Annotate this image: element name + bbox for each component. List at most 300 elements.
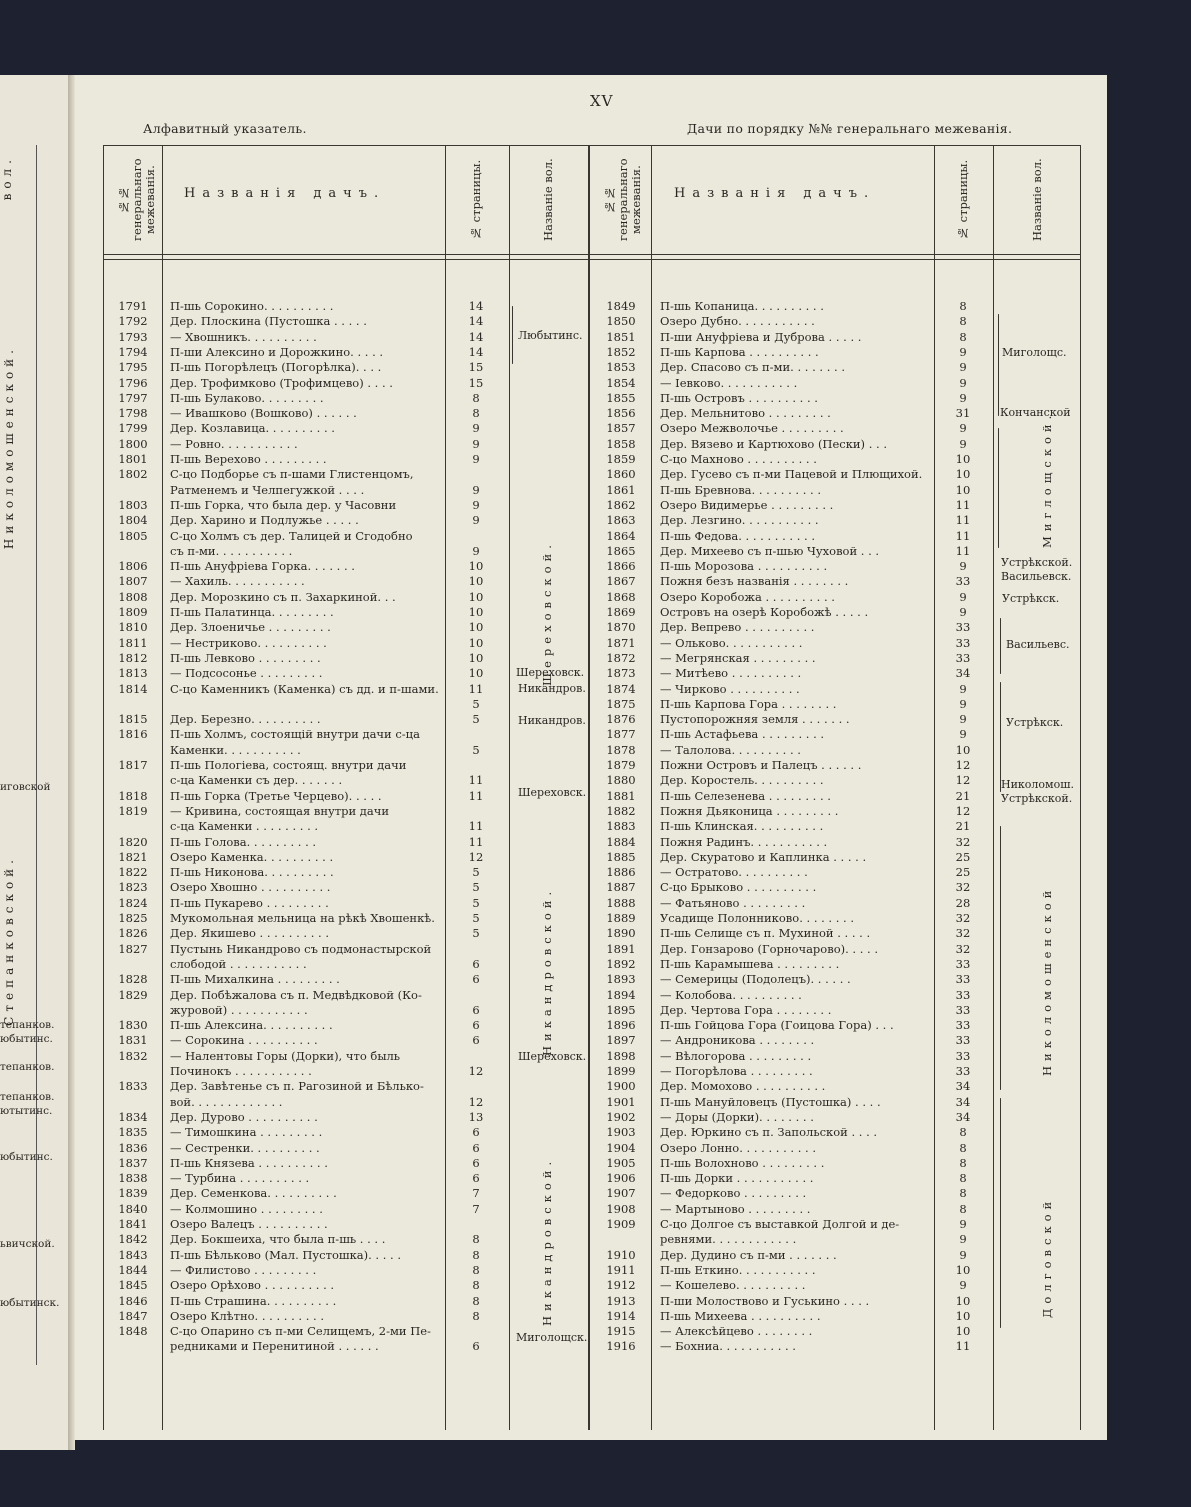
row-name: П-шь Ануфріева Горка. . . . . . .: [170, 559, 355, 574]
row-number: 1890: [606, 926, 636, 941]
row-name: журовой) . . . . . . . . . . .: [170, 1002, 308, 1017]
row-name: П-шь Карпова . . . . . . . . . .: [660, 344, 819, 359]
row-page: 10: [955, 1308, 971, 1323]
row-page: 11: [955, 528, 971, 543]
row-name: С-цо Подборье съ п-шами Глистенцомъ,: [170, 467, 414, 482]
table-row: [104, 941, 1080, 957]
volost-brace: [1000, 826, 1001, 1090]
row-page: 6: [472, 1033, 480, 1048]
row-page: 21: [955, 819, 971, 834]
row-page: 9: [472, 436, 480, 451]
row-number: 1888: [606, 895, 636, 910]
row-number: 1814: [118, 681, 148, 696]
table-row: [104, 359, 1080, 375]
row-page: 33: [955, 1064, 971, 1078]
table-row: [104, 849, 1080, 865]
row-page: 8: [472, 390, 480, 405]
row-number: 1891: [606, 941, 636, 956]
col-header-page: № страницы.: [469, 159, 483, 241]
row-name: Дер. Юркино съ п. Запольской . . . .: [660, 1125, 878, 1140]
row-page: 11: [468, 681, 484, 696]
row-page: 9: [959, 1217, 967, 1231]
volost-label: Шереховск.: [518, 1050, 587, 1063]
col-header-volost: Названіе вол.: [1030, 158, 1044, 242]
row-number: 1810: [118, 620, 148, 635]
row-number: 1832: [118, 1048, 148, 1063]
row-number: 1860: [606, 467, 636, 482]
row-page: 9: [959, 696, 967, 711]
row-number: 1882: [606, 803, 636, 818]
index-table: [103, 145, 1081, 1430]
row-page: 33: [955, 972, 971, 987]
row-name: П-шь Мануйловецъ (Пустошка) . . . .: [660, 1094, 881, 1109]
row-page: 10: [955, 452, 971, 466]
row-number: 1853: [606, 360, 636, 375]
row-number: 1867: [606, 574, 636, 589]
row-page: 33: [955, 650, 971, 665]
facing-text: юбытинс.: [0, 1151, 53, 1163]
row-number: 1797: [118, 390, 148, 405]
row-name: П-шь Левково . . . . . . . . .: [170, 650, 321, 665]
row-number: 1840: [118, 1201, 148, 1216]
row-page: 8: [472, 1308, 480, 1323]
row-page: 10: [468, 666, 484, 681]
row-name: П-шь Островъ . . . . . . . . . .: [660, 390, 818, 405]
row-page: 12: [468, 849, 484, 864]
row-number: 1892: [606, 956, 636, 971]
volost-label: Устрѣкской.: [1001, 556, 1073, 569]
row-number: 1833: [118, 1079, 148, 1094]
row-number: 1878: [606, 742, 636, 757]
row-name: — Тимошкина . . . . . . . . .: [170, 1125, 323, 1140]
table-row: [104, 420, 1080, 436]
table-row: [104, 925, 1080, 941]
row-number: 1827: [118, 941, 148, 956]
table-row: [104, 604, 1080, 620]
row-name: П-шь Селище съ п. Мухиной . . . . .: [660, 926, 871, 941]
row-number: 1897: [606, 1033, 636, 1048]
row-number: 1800: [118, 436, 148, 451]
row-name: Озеро Лонно. . . . . . . . . . .: [660, 1140, 816, 1155]
row-number: 1911: [606, 1262, 636, 1277]
row-name: П-шь Еткино. . . . . . . . . . .: [660, 1262, 816, 1277]
row-number: 1877: [606, 727, 636, 742]
volost-label: Устрѣкск.: [1002, 592, 1060, 605]
facing-text: тепанков.: [0, 1091, 55, 1103]
row-number: 1874: [606, 681, 636, 696]
row-number: 1915: [606, 1324, 636, 1339]
row-page: 12: [955, 803, 971, 818]
row-page: 8: [472, 1262, 480, 1277]
row-page: 8: [959, 1155, 967, 1170]
row-name: Дер. Спасово съ п-ми. . . . . . . .: [660, 360, 845, 375]
row-number: 1834: [118, 1109, 148, 1124]
row-number: 1884: [606, 834, 636, 849]
row-page: 10: [955, 467, 971, 482]
row-number: 1824: [118, 895, 148, 910]
row-number: 1826: [118, 926, 148, 941]
volost-brace: [998, 428, 999, 548]
row-number: 1903: [606, 1125, 636, 1140]
row-name: Дер. Дурово . . . . . . . . . .: [170, 1109, 318, 1124]
facing-text: ютытинс.: [0, 1105, 53, 1117]
row-name: Дер. Скуратово и Каплинка . . . . .: [660, 849, 867, 864]
row-page: 25: [955, 865, 971, 880]
volost-brace: [998, 314, 999, 416]
row-number: 1851: [606, 329, 636, 344]
table-row: [104, 1231, 1080, 1247]
facing-text: юбытинск.: [0, 1297, 60, 1309]
row-name: — Бохниа. . . . . . . . . . .: [660, 1339, 796, 1354]
facing-text: тепанков.: [0, 1019, 55, 1031]
row-name: Дер. Харино и Подлужье . . . . .: [170, 513, 359, 528]
row-number: 1825: [118, 911, 148, 925]
row-number: 1889: [606, 911, 636, 925]
row-name: — Погорѣлова . . . . . . . . .: [660, 1064, 813, 1078]
table-row: [104, 803, 1080, 819]
row-number: 1791: [118, 299, 148, 313]
row-page: 6: [472, 1125, 480, 1140]
row-name: С-цо Холмъ съ дер. Талицей и Сгодобно: [170, 528, 413, 543]
row-page: 25: [955, 849, 971, 864]
row-name: П-шь Астафьева . . . . . . . . .: [660, 727, 825, 742]
row-name: Озеро Коробожа . . . . . . . . . .: [660, 589, 835, 604]
volost-label: Никандров.: [518, 682, 586, 695]
row-number: 1880: [606, 773, 636, 788]
row-page: 9: [959, 360, 967, 375]
row-name: съ п-ми. . . . . . . . . . .: [170, 543, 293, 558]
row-page: 9: [959, 712, 967, 727]
row-name: ревнями. . . . . . . . . . . .: [660, 1232, 797, 1247]
col-header-no: №№ генеральнаго межеванія.: [603, 158, 643, 242]
row-page: 10: [468, 635, 484, 650]
row-name: Дер. Чертова Гора . . . . . . . .: [660, 1002, 832, 1017]
row-name: — Налентовы Горы (Дорки), что быль: [170, 1048, 401, 1063]
row-page: 15: [468, 375, 484, 390]
table-row: [104, 1032, 1080, 1048]
row-page: 12: [955, 773, 971, 788]
row-name: — Ивашково (Вошково) . . . . . .: [170, 406, 357, 421]
row-number: 1914: [606, 1308, 636, 1323]
row-number: 1912: [606, 1278, 636, 1293]
table-row: [104, 1078, 1080, 1094]
table-row: [104, 726, 1080, 742]
row-page: 9: [959, 421, 967, 436]
row-name: П-шь Погорѣлецъ (Погорѣлка). . . .: [170, 360, 382, 375]
row-page: 34: [955, 666, 971, 681]
table-row: [104, 298, 1080, 314]
row-page: 5: [472, 742, 480, 757]
facing-text: тепанков.: [0, 1061, 55, 1073]
table-row: [104, 344, 1080, 360]
row-page: 10: [955, 742, 971, 757]
row-number: 1909: [606, 1217, 636, 1231]
row-name: — Мартыново . . . . . . . . .: [660, 1201, 811, 1216]
row-number: 1802: [118, 467, 148, 482]
row-name: Пожня безъ названія . . . . . . . .: [660, 574, 849, 589]
row-number: 1910: [606, 1247, 636, 1262]
volost-label: Шереховской.: [540, 540, 554, 686]
row-page: 11: [468, 819, 484, 834]
row-page: 34: [955, 1079, 971, 1094]
row-name: Дер. Лезгино. . . . . . . . . . .: [660, 513, 819, 528]
facing-vertical-label: Николомошенской.: [2, 345, 16, 550]
row-name: П-шь Федова. . . . . . . . . . .: [660, 528, 815, 543]
row-name: — Фатьяново . . . . . . . . .: [660, 895, 806, 910]
table-row: [104, 573, 1080, 589]
row-name: Мукомольная мельница на рѣкѣ Хвошенкѣ.: [170, 911, 435, 925]
col-header-no: №№ генеральнаго межеванія.: [117, 158, 157, 242]
row-name: Дер. Мельнитово . . . . . . . . .: [660, 406, 831, 421]
row-page: 12: [468, 1094, 484, 1109]
row-number: 1837: [118, 1155, 148, 1170]
row-number: 1875: [606, 696, 636, 711]
row-page: 9: [472, 482, 480, 497]
row-name: П-шь Алексина. . . . . . . . . .: [170, 1018, 333, 1033]
row-page: 10: [468, 620, 484, 635]
table-row: [104, 910, 1080, 926]
row-page: 33: [955, 574, 971, 589]
table-row: [104, 528, 1080, 544]
row-page: 9: [472, 543, 480, 558]
row-page: 9: [472, 452, 480, 466]
volost-label: Миголощск.: [516, 1331, 588, 1344]
volost-label: Шереховск.: [518, 786, 587, 799]
book-spine: [68, 75, 75, 1450]
row-number: 1900: [606, 1079, 636, 1094]
table-row: [104, 390, 1080, 406]
row-page: 9: [959, 605, 967, 619]
facing-page-rule: [36, 145, 37, 1365]
row-page: 33: [955, 1018, 971, 1033]
row-page: 8: [959, 1125, 967, 1140]
row-number: 1822: [118, 865, 148, 880]
row-name: Островъ на озерѣ Коробожѣ . . . . .: [660, 605, 869, 619]
row-number: 1817: [118, 758, 148, 772]
row-name: П-шь Горка, что была дер. у Часовни: [170, 497, 397, 512]
row-number: 1850: [606, 314, 636, 329]
row-number: 1886: [606, 865, 636, 880]
row-name: — Ольково. . . . . . . . . . .: [660, 635, 803, 650]
row-number: 1808: [118, 589, 148, 604]
row-name: П-шь Верехово . . . . . . . . .: [170, 452, 327, 466]
row-name: — Федорково . . . . . . . . .: [660, 1186, 807, 1201]
table-row: [104, 1170, 1080, 1186]
row-number: 1805: [118, 528, 148, 543]
row-number: 1806: [118, 559, 148, 574]
table-row: [104, 466, 1080, 482]
table-row: [104, 619, 1080, 635]
row-page: 9: [959, 1247, 967, 1262]
table-row: [104, 451, 1080, 467]
row-page: 12: [468, 1064, 484, 1078]
row-name: Пустынь Никандрово съ подмонастырской: [170, 941, 432, 956]
row-number: 1857: [606, 421, 636, 436]
row-name: Дер. Злоеничье . . . . . . . . .: [170, 620, 331, 635]
row-number: 1793: [118, 329, 148, 344]
row-number: 1869: [606, 605, 636, 619]
row-page: 32: [955, 926, 971, 941]
row-page: 9: [472, 513, 480, 528]
row-number: 1907: [606, 1186, 636, 1201]
row-page: 5: [472, 865, 480, 880]
row-number: 1862: [606, 497, 636, 512]
row-number: 1859: [606, 452, 636, 466]
row-name: П-шь Карамышева . . . . . . . . .: [660, 956, 840, 971]
row-name: П-шь Горка (Третье Черцево). . . . .: [170, 788, 382, 803]
row-page: 21: [955, 788, 971, 803]
row-page: 8: [472, 1232, 480, 1247]
row-name: Озеро Каменка. . . . . . . . . .: [170, 849, 334, 864]
row-name: Дер. Козлавица. . . . . . . . . .: [170, 421, 335, 436]
row-name: Дер. Семенкова. . . . . . . . . .: [170, 1186, 337, 1201]
table-row: [104, 742, 1080, 758]
row-number: 1807: [118, 574, 148, 589]
table-row: [104, 329, 1080, 345]
row-page: 5: [472, 880, 480, 895]
row-number: 1883: [606, 819, 636, 834]
row-name: С-цо Каменникъ (Каменка) съ дд. и п-шами.: [170, 681, 439, 696]
row-name: — Кривина, состоящая внутри дачи: [170, 803, 390, 818]
row-page: 33: [955, 1002, 971, 1017]
row-name: — Доры (Дорки). . . . . . . .: [660, 1109, 814, 1124]
table-row: [104, 834, 1080, 850]
table-row: [104, 1109, 1080, 1125]
table-row: [104, 895, 1080, 911]
row-page: 5: [472, 895, 480, 910]
row-name: П-шь Копаница. . . . . . . . . .: [660, 299, 824, 313]
row-number: 1902: [606, 1109, 636, 1124]
table-row: [104, 543, 1080, 559]
row-name: — Колобова. . . . . . . . . .: [660, 987, 802, 1002]
facing-text: иговской: [0, 781, 51, 793]
table-row: [104, 956, 1080, 972]
table-row: [104, 1201, 1080, 1217]
row-page: 6: [472, 1018, 480, 1033]
row-page: 5: [472, 696, 480, 711]
row-number: 1839: [118, 1186, 148, 1201]
row-number: 1858: [606, 436, 636, 451]
table-row: [104, 665, 1080, 681]
row-page: 10: [468, 589, 484, 604]
row-name: Каменки. . . . . . . . . . .: [170, 742, 301, 757]
row-name: С-цо Долгое съ выставкой Долгой и де-: [660, 1217, 900, 1231]
row-page: 14: [468, 344, 484, 359]
row-name: слободой . . . . . . . . . . .: [170, 956, 307, 971]
row-page: 9: [472, 497, 480, 512]
row-page: 8: [472, 1247, 480, 1262]
col-header-volost: Названіе вол.: [541, 158, 555, 242]
table-row: [104, 772, 1080, 788]
row-number: 1821: [118, 849, 148, 864]
row-name: П-шь Волохново . . . . . . . . .: [660, 1155, 825, 1170]
row-page: 32: [955, 880, 971, 895]
row-name: Дер. Вязево и Картюхово (Пески) . . .: [660, 436, 887, 451]
row-number: 1804: [118, 513, 148, 528]
row-name: П-шь Карпова Гора . . . . . . . .: [660, 696, 837, 711]
row-name: — Колмошино . . . . . . . . .: [170, 1201, 323, 1216]
row-name: Ратменемъ и Челпегужкой . . . .: [170, 482, 365, 497]
table-row: [104, 696, 1080, 712]
row-number: 1856: [606, 406, 636, 421]
row-name: П-шь Пукарево . . . . . . . . .: [170, 895, 329, 910]
row-page: 9: [959, 559, 967, 574]
row-page: 14: [468, 329, 484, 344]
row-number: 1846: [118, 1293, 148, 1308]
row-page: 5: [472, 911, 480, 925]
row-number: 1905: [606, 1155, 636, 1170]
row-page: 9: [959, 344, 967, 359]
row-name: — Филистово . . . . . . . . .: [170, 1262, 317, 1277]
row-name: — Ровно. . . . . . . . . . .: [170, 436, 298, 451]
row-name: Озеро Валецъ . . . . . . . . . .: [170, 1217, 328, 1231]
row-number: 1870: [606, 620, 636, 635]
row-page: 10: [468, 605, 484, 619]
row-name: Усадище Полонниково. . . . . . . .: [660, 911, 855, 925]
row-name: — Нестриково. . . . . . . . . .: [170, 635, 327, 650]
row-number: 1863: [606, 513, 636, 528]
row-number: 1908: [606, 1201, 636, 1216]
row-page: 5: [472, 926, 480, 941]
table-row: [104, 1247, 1080, 1263]
row-number: 1913: [606, 1293, 636, 1308]
row-name: П-шь Бревнова. . . . . . . . . .: [660, 482, 821, 497]
row-number: 1815: [118, 712, 148, 727]
table-row: [104, 375, 1080, 391]
table-row: [104, 589, 1080, 605]
row-name: П-шь Морозова . . . . . . . . . .: [660, 559, 828, 574]
row-page: 9: [959, 375, 967, 390]
row-name: П-шь Гойцова Гора (Гоицова Гора) . . .: [660, 1018, 894, 1033]
row-number: 1831: [118, 1033, 148, 1048]
row-name: Дер. Побѣжалова съ п. Медвѣдковой (Ко-: [170, 987, 422, 1002]
row-name: Починокъ . . . . . . . . . . .: [170, 1064, 312, 1078]
row-name: Дер. Бокшеиха, что была п-шь . . . .: [170, 1232, 386, 1247]
row-number: 1852: [606, 344, 636, 359]
header-left: Алфавитный указатель.: [143, 121, 307, 136]
row-name: с-ца Каменки . . . . . . . . .: [170, 819, 319, 834]
row-name: Дер. Завѣтенье съ п. Рагозиной и Бѣлько-: [170, 1079, 424, 1094]
table-row: [104, 436, 1080, 452]
volost-label: Миголощс.: [1002, 346, 1067, 359]
row-number: 1894: [606, 987, 636, 1002]
row-name: Дер. Гусево съ п-ми Пацевой и Плющихой.: [660, 467, 923, 482]
row-name: С-цо Опарино съ п-ми Селищемъ, 2-ми Пе-: [170, 1324, 431, 1339]
row-name: Пустопорожняя земля . . . . . . .: [660, 712, 850, 727]
row-page: 33: [955, 987, 971, 1002]
row-name: П-шь Страшина. . . . . . . . . .: [170, 1293, 337, 1308]
table-row: [104, 879, 1080, 895]
row-name: П-шь Холмъ, состоящій внутри дачи с-ца: [170, 727, 420, 742]
row-page: 10: [955, 1293, 971, 1308]
row-page: 33: [955, 620, 971, 635]
row-number: 1895: [606, 1002, 636, 1017]
row-name: П-шь Палатинца. . . . . . . . .: [170, 605, 334, 619]
volost-label: Устрѣкской.: [1001, 792, 1073, 805]
row-name: Озеро Дубно. . . . . . . . . . .: [660, 314, 815, 329]
table-row: [104, 1063, 1080, 1079]
row-name: Озеро Хвошно . . . . . . . . . .: [170, 880, 331, 895]
row-number: 1872: [606, 650, 636, 665]
table-row: [104, 313, 1080, 329]
table-row: [104, 987, 1080, 1003]
row-page: 6: [472, 1002, 480, 1017]
row-number: 1885: [606, 849, 636, 864]
row-page: 8: [959, 1171, 967, 1186]
row-name: П-шь Пологіева, состоящ. внутри дачи: [170, 758, 407, 772]
row-page: 8: [959, 329, 967, 344]
volost-brace: [1000, 1098, 1001, 1328]
